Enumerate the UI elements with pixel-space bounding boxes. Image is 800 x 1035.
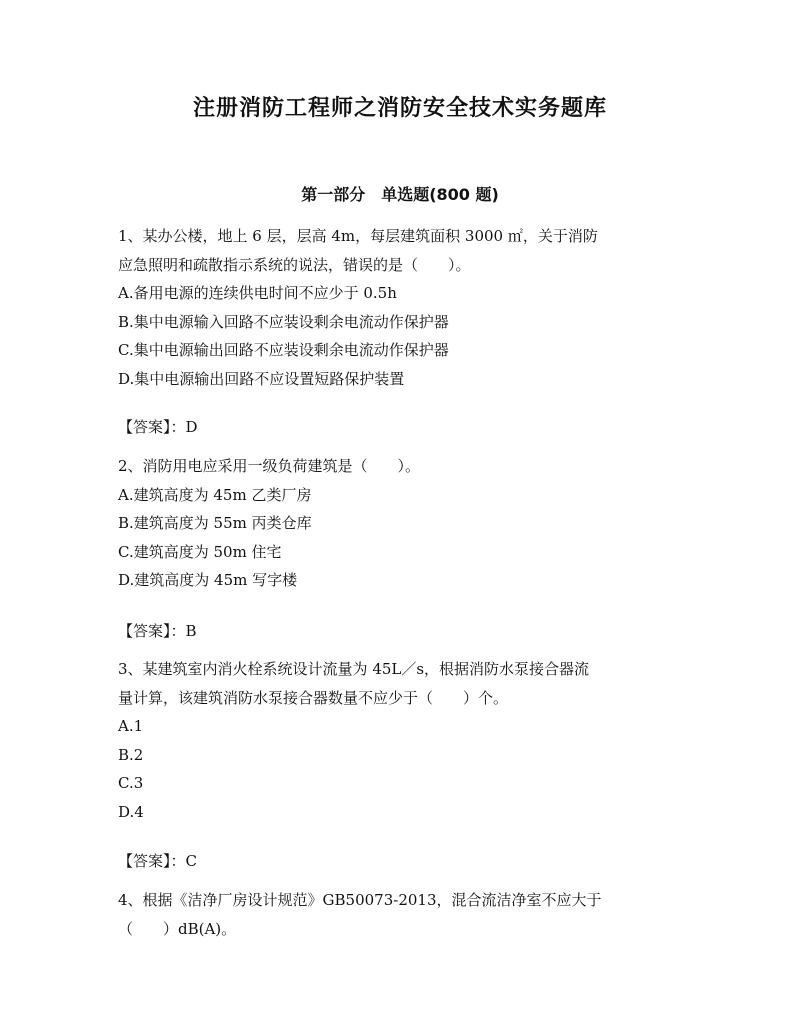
question-stem-line: 量计算，该建筑消防水泵接合器数量不应少于（ ）个。: [118, 688, 509, 707]
option-c: C.建筑高度为 50m 住宅: [118, 542, 282, 561]
question-3: [118, 655, 688, 826]
answer-label: 【答案】：: [118, 852, 186, 870]
answer-value: C: [185, 852, 197, 870]
document-title: 注册消防工程师之消防安全技术实务题库: [192, 96, 607, 121]
option-b: B.2: [118, 745, 144, 764]
answer-label: 【答案】：: [118, 622, 186, 640]
option-b: B.集中电源输入回路不应装设剩余电流动作保护器: [118, 312, 449, 331]
question-stem-line: 应急照明和疏散指示系统的说法，错误的是（ ）。: [118, 255, 471, 274]
question-1: [118, 222, 688, 393]
question-4: [118, 886, 688, 943]
answer-label: 【答案】：: [118, 418, 186, 436]
option-a: A.1: [118, 717, 144, 735]
option-c: C.3: [118, 774, 144, 792]
option-a: A.备用电源的连续供电时间不应少于 0.5h: [118, 284, 397, 302]
question-2: [118, 452, 688, 595]
answer-value: D: [185, 418, 198, 436]
option-d: D.建筑高度为 45m 写字楼: [118, 571, 298, 589]
section-title: 第一部分 单选题(800 题): [301, 185, 499, 204]
option-b: B.建筑高度为 55m 丙类仓库: [118, 514, 312, 532]
answer-2: [118, 617, 197, 645]
answer-value: B: [185, 622, 197, 640]
option-a: A.建筑高度为 45m 乙类厂房: [118, 485, 312, 504]
answer-3: [118, 847, 197, 875]
question-stem-line: 4、根据《洁净厂房设计规范》GB50073-2013，混合流洁净室不应大于: [118, 891, 602, 909]
answer-1: [118, 413, 198, 441]
option-d: D.集中电源输出回路不应设置短路保护装置: [118, 369, 405, 388]
question-stem-line: 2、消防用电应采用一级负荷建筑是（ ）。: [118, 457, 421, 475]
question-stem-line: （ ）dB(A)。: [118, 919, 237, 938]
question-stem-line: 3、某建筑室内消火栓系统设计流量为 45L／s，根据消防水泵接合器流: [118, 660, 590, 678]
option-c: C.集中电源输出回路不应装设剩余电流动作保护器: [118, 341, 449, 359]
question-stem-line: 1、某办公楼，地上 6 层，层高 4m，每层建筑面积 3000 ㎡，关于消防: [118, 227, 598, 245]
option-d: D.4: [118, 802, 144, 821]
